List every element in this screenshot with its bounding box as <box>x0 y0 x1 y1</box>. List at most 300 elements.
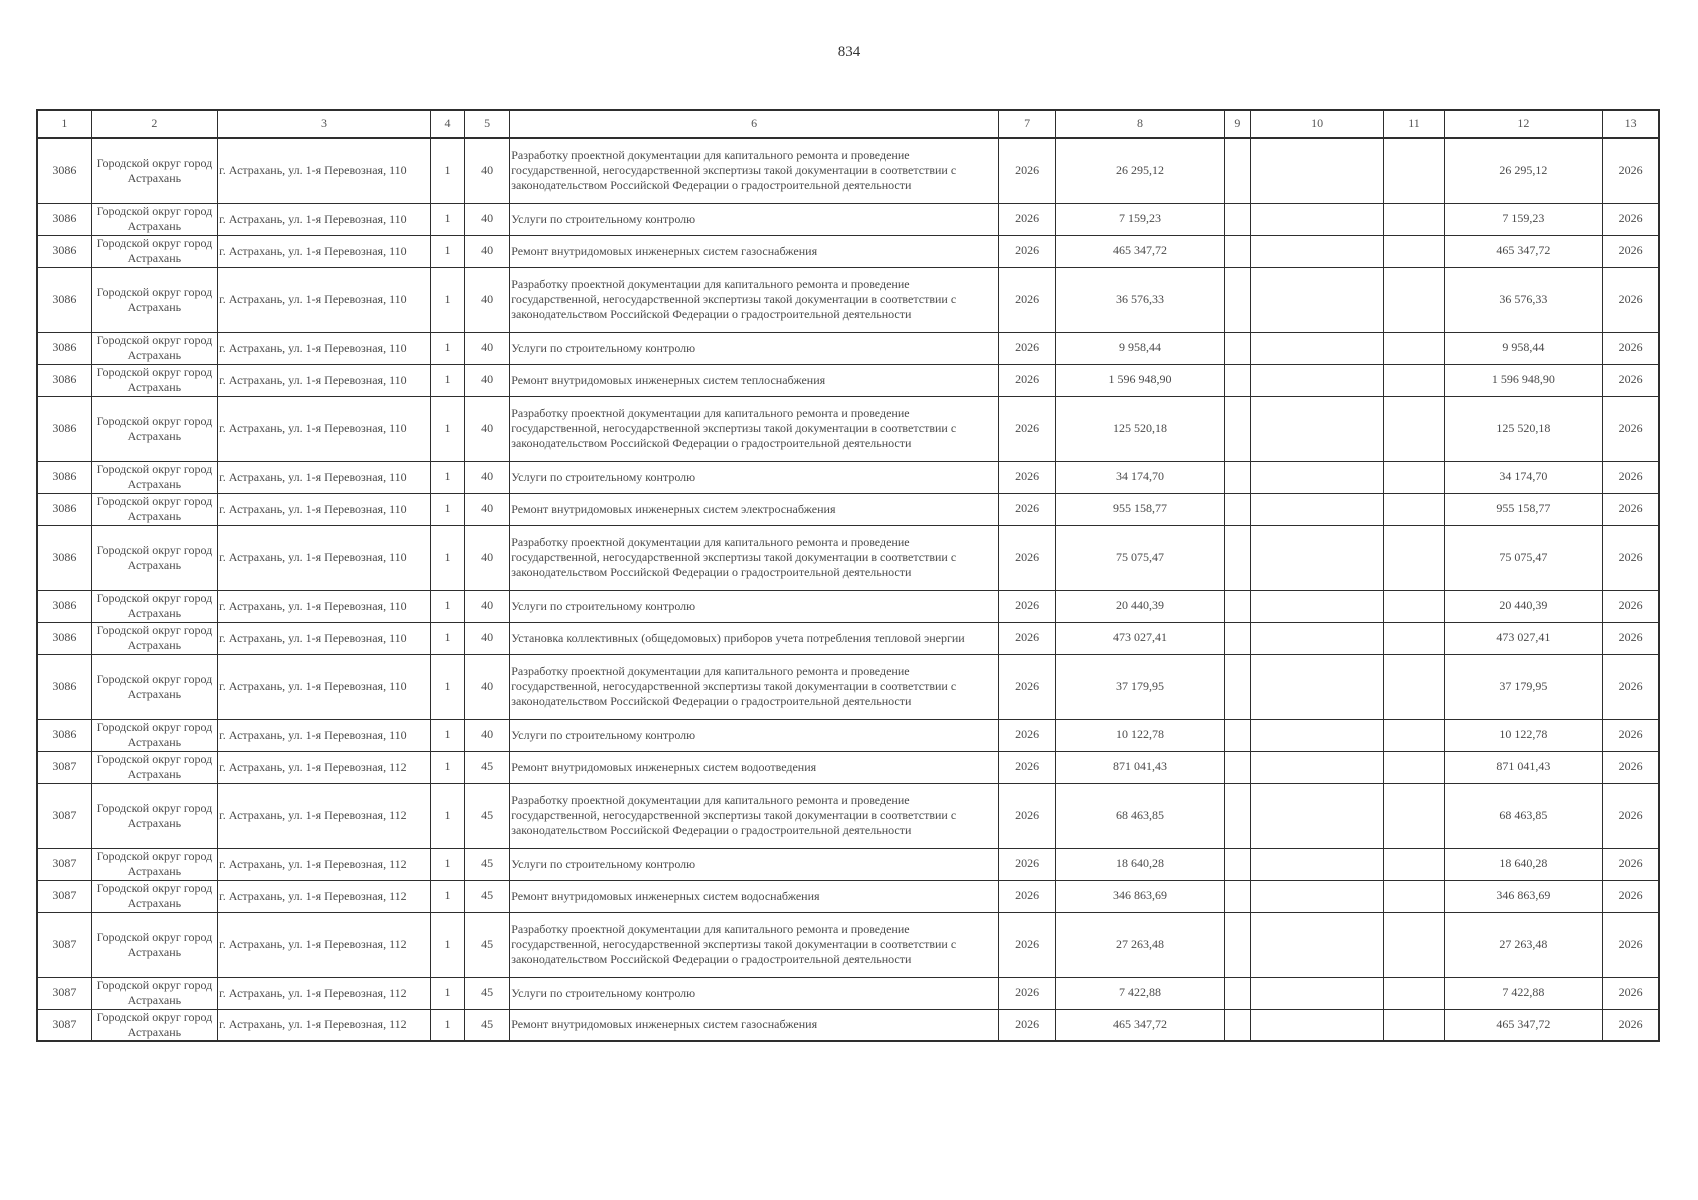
work-type-cell: Разработку проектной документации для капитального ремонта и проведение государственной, негосударственной экспертизы такой документации в соответствии с законодательством Российской Федерации о градостроительной деятельности <box>510 912 999 977</box>
col9-cell <box>1224 396 1250 461</box>
col9-cell <box>1224 880 1250 912</box>
district-cell: Городской округ город Астрахань <box>91 138 217 203</box>
col11-cell <box>1384 977 1444 1009</box>
year-cell: 2026 <box>999 493 1056 525</box>
col13-year-cell: 2026 <box>1603 235 1659 267</box>
col12-cost-cell: 473 027,41 <box>1444 622 1603 654</box>
row-id-cell: 3087 <box>37 912 91 977</box>
col13-year-cell: 2026 <box>1603 138 1659 203</box>
work-type-cell: Ремонт внутридомовых инженерных систем водоснабжения <box>510 880 999 912</box>
col11-cell <box>1384 751 1444 783</box>
work-type-cell: Разработку проектной документации для капитального ремонта и проведение государственной, негосударственной экспертизы такой документации в соответствии с законодательством Российской Федерации о градостроительной деятельности <box>510 783 999 848</box>
work-type-cell: Ремонт внутридомовых инженерных систем газоснабжения <box>510 235 999 267</box>
col5-cell: 45 <box>465 912 510 977</box>
address-cell: г. Астрахань, ул. 1-я Перевозная, 110 <box>218 267 431 332</box>
col4-cell: 1 <box>430 880 464 912</box>
total-cost-cell: 18 640,28 <box>1056 848 1225 880</box>
work-type-cell: Ремонт внутридомовых инженерных систем электроснабжения <box>510 493 999 525</box>
district-cell: Городской округ город Астрахань <box>91 493 217 525</box>
col5-cell: 40 <box>465 654 510 719</box>
col11-cell <box>1384 880 1444 912</box>
address-cell: г. Астрахань, ул. 1-я Перевозная, 110 <box>218 364 431 396</box>
total-cost-cell: 125 520,18 <box>1056 396 1225 461</box>
district-cell: Городской округ город Астрахань <box>91 912 217 977</box>
work-type-cell: Разработку проектной документации для капитального ремонта и проведение государственной, негосударственной экспертизы такой документации в соответствии с законодательством Российской Федерации о градостроительной деятельности <box>510 525 999 590</box>
col4-cell: 1 <box>430 364 464 396</box>
col11-cell <box>1384 912 1444 977</box>
col9-cell <box>1224 783 1250 848</box>
col11-cell <box>1384 203 1444 235</box>
total-cost-cell: 27 263,48 <box>1056 912 1225 977</box>
col11-cell <box>1384 654 1444 719</box>
col12-cost-cell: 10 122,78 <box>1444 719 1603 751</box>
col10-cell <box>1250 525 1383 590</box>
column-header-3: 3 <box>218 110 431 138</box>
col9-cell <box>1224 525 1250 590</box>
work-type-cell: Разработку проектной документации для капитального ремонта и проведение государственной, негосударственной экспертизы такой документации в соответствии с законодательством Российской Федерации о градостроительной деятельности <box>510 138 999 203</box>
work-type-cell: Услуги по строительному контролю <box>510 461 999 493</box>
address-cell: г. Астрахань, ул. 1-я Перевозная, 110 <box>218 138 431 203</box>
column-header-1: 1 <box>37 110 91 138</box>
work-type-cell: Ремонт внутридомовых инженерных систем газоснабжения <box>510 1009 999 1041</box>
year-cell: 2026 <box>999 977 1056 1009</box>
column-header-7: 7 <box>999 110 1056 138</box>
col9-cell <box>1224 622 1250 654</box>
work-type-cell: Ремонт внутридомовых инженерных систем теплоснабжения <box>510 364 999 396</box>
district-cell: Городской округ город Астрахань <box>91 880 217 912</box>
district-cell: Городской округ город Астрахань <box>91 203 217 235</box>
col5-cell: 40 <box>465 622 510 654</box>
col11-cell <box>1384 493 1444 525</box>
col9-cell <box>1224 912 1250 977</box>
col12-cost-cell: 7 159,23 <box>1444 203 1603 235</box>
column-header-6: 6 <box>510 110 999 138</box>
total-cost-cell: 871 041,43 <box>1056 751 1225 783</box>
address-cell: г. Астрахань, ул. 1-я Перевозная, 110 <box>218 332 431 364</box>
row-id-cell: 3087 <box>37 751 91 783</box>
col5-cell: 45 <box>465 880 510 912</box>
col13-year-cell: 2026 <box>1603 912 1659 977</box>
col11-cell <box>1384 332 1444 364</box>
col9-cell <box>1224 203 1250 235</box>
year-cell: 2026 <box>999 622 1056 654</box>
address-cell: г. Астрахань, ул. 1-я Перевозная, 112 <box>218 1009 431 1041</box>
col10-cell <box>1250 267 1383 332</box>
col10-cell <box>1250 977 1383 1009</box>
row-id-cell: 3086 <box>37 525 91 590</box>
year-cell: 2026 <box>999 525 1056 590</box>
col4-cell: 1 <box>430 267 464 332</box>
district-cell: Городской округ город Астрахань <box>91 977 217 1009</box>
table-row <box>37 267 1659 332</box>
total-cost-cell: 473 027,41 <box>1056 622 1225 654</box>
col12-cost-cell: 465 347,72 <box>1444 1009 1603 1041</box>
col5-cell: 45 <box>465 1009 510 1041</box>
table-row <box>37 719 1659 751</box>
col12-cost-cell: 955 158,77 <box>1444 493 1603 525</box>
total-cost-cell: 68 463,85 <box>1056 783 1225 848</box>
address-cell: г. Астрахань, ул. 1-я Перевозная, 112 <box>218 848 431 880</box>
col11-cell <box>1384 235 1444 267</box>
col9-cell <box>1224 138 1250 203</box>
col4-cell: 1 <box>430 461 464 493</box>
address-cell: г. Астрахань, ул. 1-я Перевозная, 112 <box>218 880 431 912</box>
district-cell: Городской округ город Астрахань <box>91 590 217 622</box>
work-type-cell: Услуги по строительному контролю <box>510 719 999 751</box>
year-cell: 2026 <box>999 138 1056 203</box>
col4-cell: 1 <box>430 1009 464 1041</box>
year-cell: 2026 <box>999 719 1056 751</box>
col9-cell <box>1224 1009 1250 1041</box>
col9-cell <box>1224 332 1250 364</box>
col13-year-cell: 2026 <box>1603 267 1659 332</box>
col12-cost-cell: 27 263,48 <box>1444 912 1603 977</box>
col10-cell <box>1250 783 1383 848</box>
address-cell: г. Астрахань, ул. 1-я Перевозная, 112 <box>218 977 431 1009</box>
col12-cost-cell: 36 576,33 <box>1444 267 1603 332</box>
col4-cell: 1 <box>430 654 464 719</box>
year-cell: 2026 <box>999 235 1056 267</box>
row-id-cell: 3086 <box>37 590 91 622</box>
total-cost-cell: 36 576,33 <box>1056 267 1225 332</box>
district-cell: Городской округ город Астрахань <box>91 751 217 783</box>
year-cell: 2026 <box>999 751 1056 783</box>
table-row <box>37 332 1659 364</box>
table-row <box>37 848 1659 880</box>
col13-year-cell: 2026 <box>1603 751 1659 783</box>
col11-cell <box>1384 590 1444 622</box>
col5-cell: 40 <box>465 235 510 267</box>
col11-cell <box>1384 719 1444 751</box>
col9-cell <box>1224 235 1250 267</box>
col11-cell <box>1384 1009 1444 1041</box>
work-type-cell: Установка коллективных (общедомовых) приборов учета потребления тепловой энергии <box>510 622 999 654</box>
address-cell: г. Астрахань, ул. 1-я Перевозная, 112 <box>218 912 431 977</box>
col11-cell <box>1384 525 1444 590</box>
address-cell: г. Астрахань, ул. 1-я Перевозная, 110 <box>218 525 431 590</box>
col12-cost-cell: 20 440,39 <box>1444 590 1603 622</box>
col13-year-cell: 2026 <box>1603 848 1659 880</box>
total-cost-cell: 37 179,95 <box>1056 654 1225 719</box>
col5-cell: 40 <box>465 138 510 203</box>
total-cost-cell: 34 174,70 <box>1056 461 1225 493</box>
total-cost-cell: 1 596 948,90 <box>1056 364 1225 396</box>
col10-cell <box>1250 364 1383 396</box>
col9-cell <box>1224 977 1250 1009</box>
work-type-cell: Услуги по строительному контролю <box>510 590 999 622</box>
column-header-4: 4 <box>430 110 464 138</box>
col10-cell <box>1250 590 1383 622</box>
col9-cell <box>1224 493 1250 525</box>
table-row <box>37 364 1659 396</box>
year-cell: 2026 <box>999 332 1056 364</box>
table-header <box>37 110 1659 138</box>
district-cell: Городской округ город Астрахань <box>91 525 217 590</box>
col13-year-cell: 2026 <box>1603 622 1659 654</box>
col5-cell: 40 <box>465 267 510 332</box>
row-id-cell: 3086 <box>37 396 91 461</box>
col13-year-cell: 2026 <box>1603 493 1659 525</box>
total-cost-cell: 346 863,69 <box>1056 880 1225 912</box>
year-cell: 2026 <box>999 203 1056 235</box>
col12-cost-cell: 125 520,18 <box>1444 396 1603 461</box>
year-cell: 2026 <box>999 880 1056 912</box>
col10-cell <box>1250 654 1383 719</box>
col5-cell: 40 <box>465 364 510 396</box>
total-cost-cell: 465 347,72 <box>1056 235 1225 267</box>
address-cell: г. Астрахань, ул. 1-я Перевозная, 110 <box>218 461 431 493</box>
col5-cell: 40 <box>465 719 510 751</box>
address-cell: г. Астрахань, ул. 1-я Перевозная, 110 <box>218 590 431 622</box>
col11-cell <box>1384 848 1444 880</box>
column-header-8: 8 <box>1056 110 1225 138</box>
col11-cell <box>1384 396 1444 461</box>
row-id-cell: 3086 <box>37 364 91 396</box>
year-cell: 2026 <box>999 1009 1056 1041</box>
district-cell: Городской округ город Астрахань <box>91 267 217 332</box>
col10-cell <box>1250 138 1383 203</box>
col11-cell <box>1384 267 1444 332</box>
table-row <box>37 396 1659 461</box>
address-cell: г. Астрахань, ул. 1-я Перевозная, 110 <box>218 622 431 654</box>
col4-cell: 1 <box>430 203 464 235</box>
col12-cost-cell: 9 958,44 <box>1444 332 1603 364</box>
table-row <box>37 235 1659 267</box>
col4-cell: 1 <box>430 525 464 590</box>
col12-cost-cell: 7 422,88 <box>1444 977 1603 1009</box>
row-id-cell: 3087 <box>37 880 91 912</box>
table-row <box>37 751 1659 783</box>
work-type-cell: Услуги по строительному контролю <box>510 332 999 364</box>
col5-cell: 40 <box>465 396 510 461</box>
table-row <box>37 461 1659 493</box>
col13-year-cell: 2026 <box>1603 880 1659 912</box>
district-cell: Городской округ город Астрахань <box>91 622 217 654</box>
col10-cell <box>1250 622 1383 654</box>
table-row <box>37 977 1659 1009</box>
work-type-cell: Услуги по строительному контролю <box>510 977 999 1009</box>
address-cell: г. Астрахань, ул. 1-я Перевозная, 110 <box>218 203 431 235</box>
address-cell: г. Астрахань, ул. 1-я Перевозная, 112 <box>218 751 431 783</box>
district-cell: Городской округ город Астрахань <box>91 396 217 461</box>
col10-cell <box>1250 396 1383 461</box>
col4-cell: 1 <box>430 590 464 622</box>
year-cell: 2026 <box>999 654 1056 719</box>
total-cost-cell: 7 422,88 <box>1056 977 1225 1009</box>
col13-year-cell: 2026 <box>1603 1009 1659 1041</box>
address-cell: г. Астрахань, ул. 1-я Перевозная, 110 <box>218 396 431 461</box>
col4-cell: 1 <box>430 396 464 461</box>
col9-cell <box>1224 267 1250 332</box>
address-cell: г. Астрахань, ул. 1-я Перевозная, 110 <box>218 235 431 267</box>
district-cell: Городской округ город Астрахань <box>91 235 217 267</box>
col11-cell <box>1384 461 1444 493</box>
table-row <box>37 203 1659 235</box>
col13-year-cell: 2026 <box>1603 364 1659 396</box>
col11-cell <box>1384 622 1444 654</box>
total-cost-cell: 20 440,39 <box>1056 590 1225 622</box>
address-cell: г. Астрахань, ул. 1-я Перевозная, 110 <box>218 719 431 751</box>
col5-cell: 45 <box>465 783 510 848</box>
table-row <box>37 138 1659 203</box>
col4-cell: 1 <box>430 751 464 783</box>
total-cost-cell: 955 158,77 <box>1056 493 1225 525</box>
work-type-cell: Разработку проектной документации для капитального ремонта и проведение государственной, негосударственной экспертизы такой документации в соответствии с законодательством Российской Федерации о градостроительной деятельности <box>510 654 999 719</box>
col10-cell <box>1250 1009 1383 1041</box>
year-cell: 2026 <box>999 590 1056 622</box>
row-id-cell: 3086 <box>37 654 91 719</box>
col4-cell: 1 <box>430 912 464 977</box>
col13-year-cell: 2026 <box>1603 783 1659 848</box>
row-id-cell: 3086 <box>37 203 91 235</box>
column-header-2: 2 <box>91 110 217 138</box>
district-cell: Городской округ город Астрахань <box>91 461 217 493</box>
total-cost-cell: 26 295,12 <box>1056 138 1225 203</box>
column-header-13: 13 <box>1603 110 1659 138</box>
col13-year-cell: 2026 <box>1603 590 1659 622</box>
col13-year-cell: 2026 <box>1603 203 1659 235</box>
col12-cost-cell: 1 596 948,90 <box>1444 364 1603 396</box>
col10-cell <box>1250 203 1383 235</box>
col13-year-cell: 2026 <box>1603 525 1659 590</box>
col4-cell: 1 <box>430 848 464 880</box>
work-type-cell: Услуги по строительному контролю <box>510 203 999 235</box>
row-id-cell: 3086 <box>37 267 91 332</box>
table-row <box>37 493 1659 525</box>
row-id-cell: 3087 <box>37 848 91 880</box>
col13-year-cell: 2026 <box>1603 719 1659 751</box>
col10-cell <box>1250 332 1383 364</box>
column-header-12: 12 <box>1444 110 1603 138</box>
col9-cell <box>1224 590 1250 622</box>
col9-cell <box>1224 751 1250 783</box>
col5-cell: 45 <box>465 977 510 1009</box>
address-cell: г. Астрахань, ул. 1-я Перевозная, 112 <box>218 783 431 848</box>
table-row <box>37 880 1659 912</box>
col9-cell <box>1224 461 1250 493</box>
year-cell: 2026 <box>999 783 1056 848</box>
column-header-10: 10 <box>1250 110 1383 138</box>
col4-cell: 1 <box>430 783 464 848</box>
district-cell: Городской округ город Астрахань <box>91 719 217 751</box>
col4-cell: 1 <box>430 235 464 267</box>
col9-cell <box>1224 848 1250 880</box>
col12-cost-cell: 34 174,70 <box>1444 461 1603 493</box>
work-type-cell: Разработку проектной документации для капитального ремонта и проведение государственной, негосударственной экспертизы такой документации в соответствии с законодательством Российской Федерации о градостроительной деятельности <box>510 267 999 332</box>
col5-cell: 40 <box>465 203 510 235</box>
col5-cell: 40 <box>465 332 510 364</box>
col9-cell <box>1224 364 1250 396</box>
row-id-cell: 3086 <box>37 493 91 525</box>
row-id-cell: 3086 <box>37 461 91 493</box>
row-id-cell: 3086 <box>37 332 91 364</box>
district-cell: Городской округ город Астрахань <box>91 654 217 719</box>
col10-cell <box>1250 493 1383 525</box>
col12-cost-cell: 26 295,12 <box>1444 138 1603 203</box>
col13-year-cell: 2026 <box>1603 396 1659 461</box>
col4-cell: 1 <box>430 332 464 364</box>
row-id-cell: 3086 <box>37 235 91 267</box>
year-cell: 2026 <box>999 912 1056 977</box>
col12-cost-cell: 37 179,95 <box>1444 654 1603 719</box>
work-type-cell: Услуги по строительному контролю <box>510 848 999 880</box>
row-id-cell: 3086 <box>37 622 91 654</box>
col4-cell: 1 <box>430 977 464 1009</box>
col10-cell <box>1250 461 1383 493</box>
row-id-cell: 3087 <box>37 977 91 1009</box>
page-number: 834 <box>837 44 861 60</box>
district-cell: Городской округ город Астрахань <box>91 364 217 396</box>
address-cell: г. Астрахань, ул. 1-я Перевозная, 110 <box>218 654 431 719</box>
col10-cell <box>1250 880 1383 912</box>
district-cell: Городской округ город Астрахань <box>91 1009 217 1041</box>
col12-cost-cell: 346 863,69 <box>1444 880 1603 912</box>
col11-cell <box>1384 364 1444 396</box>
year-cell: 2026 <box>999 848 1056 880</box>
col10-cell <box>1250 719 1383 751</box>
table-row <box>37 654 1659 719</box>
year-cell: 2026 <box>999 267 1056 332</box>
total-cost-cell: 75 075,47 <box>1056 525 1225 590</box>
row-id-cell: 3087 <box>37 783 91 848</box>
col12-cost-cell: 871 041,43 <box>1444 751 1603 783</box>
col13-year-cell: 2026 <box>1603 332 1659 364</box>
table-row <box>37 622 1659 654</box>
address-cell: г. Астрахань, ул. 1-я Перевозная, 110 <box>218 493 431 525</box>
total-cost-cell: 7 159,23 <box>1056 203 1225 235</box>
col13-year-cell: 2026 <box>1603 977 1659 1009</box>
col5-cell: 45 <box>465 848 510 880</box>
total-cost-cell: 465 347,72 <box>1056 1009 1225 1041</box>
col9-cell <box>1224 654 1250 719</box>
col4-cell: 1 <box>430 138 464 203</box>
table-row <box>37 1009 1659 1041</box>
row-id-cell: 3086 <box>37 719 91 751</box>
col12-cost-cell: 68 463,85 <box>1444 783 1603 848</box>
col10-cell <box>1250 235 1383 267</box>
year-cell: 2026 <box>999 461 1056 493</box>
column-header-11: 11 <box>1384 110 1444 138</box>
col10-cell <box>1250 912 1383 977</box>
col5-cell: 40 <box>465 590 510 622</box>
row-id-cell: 3086 <box>37 138 91 203</box>
col10-cell <box>1250 751 1383 783</box>
total-cost-cell: 9 958,44 <box>1056 332 1225 364</box>
table-body <box>37 138 1659 1041</box>
table-row <box>37 783 1659 848</box>
col5-cell: 40 <box>465 493 510 525</box>
year-cell: 2026 <box>999 364 1056 396</box>
district-cell: Городской округ город Астрахань <box>91 783 217 848</box>
col13-year-cell: 2026 <box>1603 654 1659 719</box>
year-cell: 2026 <box>999 396 1056 461</box>
column-header-9: 9 <box>1224 110 1250 138</box>
table-row <box>37 912 1659 977</box>
district-cell: Городской округ город Астрахань <box>91 848 217 880</box>
col12-cost-cell: 75 075,47 <box>1444 525 1603 590</box>
column-header-5: 5 <box>465 110 510 138</box>
work-type-cell: Ремонт внутридомовых инженерных систем водоотведения <box>510 751 999 783</box>
col5-cell: 45 <box>465 751 510 783</box>
capital-repair-table <box>36 109 1660 1042</box>
col11-cell <box>1384 783 1444 848</box>
col13-year-cell: 2026 <box>1603 461 1659 493</box>
col4-cell: 1 <box>430 719 464 751</box>
col9-cell <box>1224 719 1250 751</box>
total-cost-cell: 10 122,78 <box>1056 719 1225 751</box>
work-type-cell: Разработку проектной документации для капитального ремонта и проведение государственной, негосударственной экспертизы такой документации в соответствии с законодательством Российской Федерации о градостроительной деятельности <box>510 396 999 461</box>
col5-cell: 40 <box>465 525 510 590</box>
